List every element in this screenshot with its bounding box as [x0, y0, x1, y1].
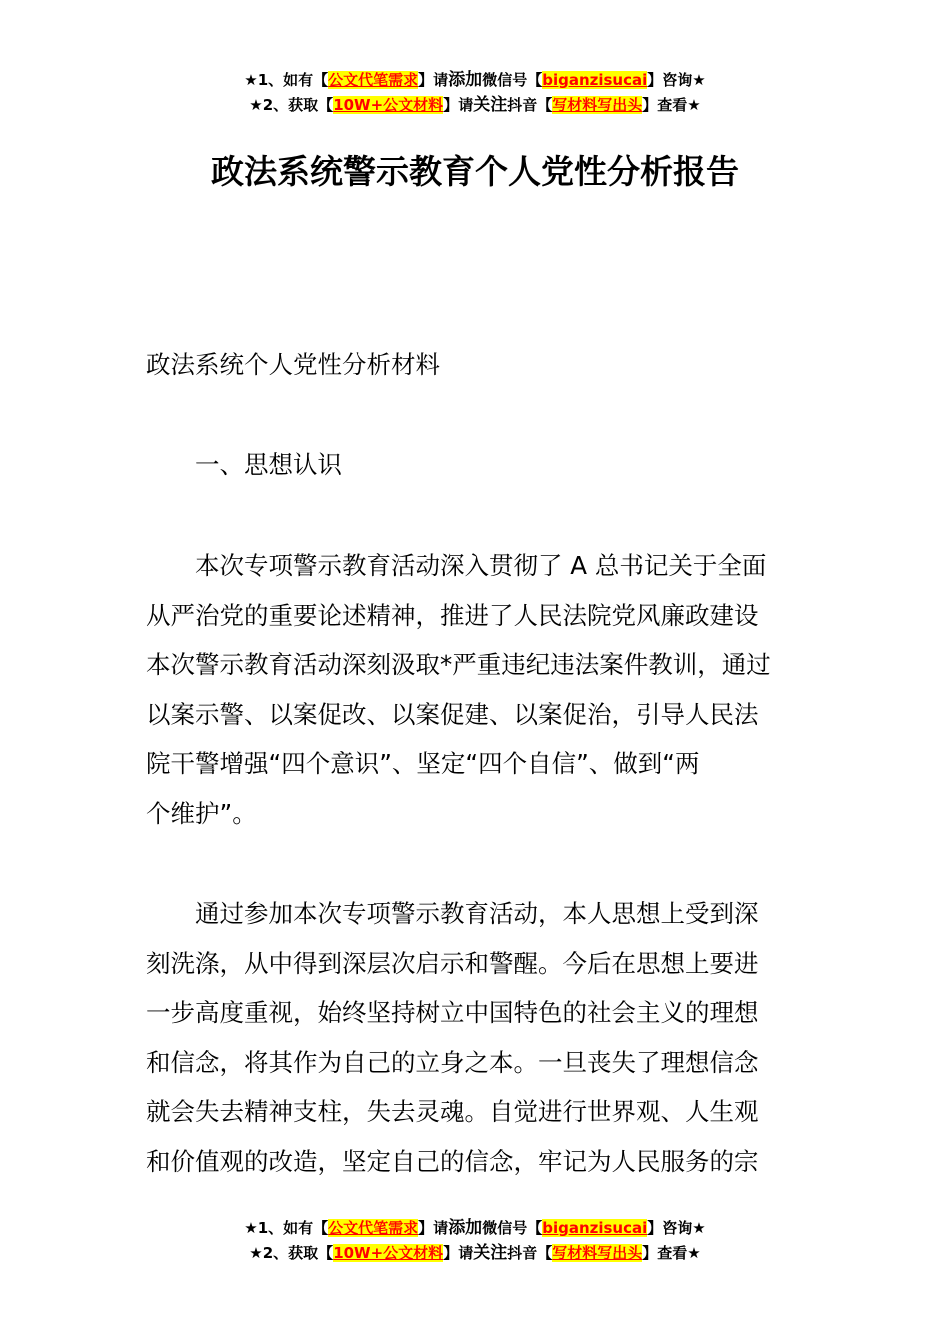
banner-line-1-highlight-wechat: biganzisucai: [542, 71, 648, 89]
document-title: 政法系统警示教育个人党性分析报告: [211, 152, 739, 191]
banner-line-2-suffix: 】查看★: [642, 96, 701, 114]
footer-banner-line-2: [0, 1241, 950, 1266]
footer-line-1-middle: 】请: [418, 1219, 449, 1237]
banner-line-2-middle-2: 抖音【: [507, 96, 553, 114]
footer-line-2-prefix: ★2、获取【: [249, 1244, 334, 1262]
paragraph-1-line: 本次专项警示教育活动深入贯彻了 A 总书记关于全面: [195, 551, 767, 580]
footer-line-2-middle: 】请: [443, 1244, 474, 1262]
footer-line-2-highlight-douyin: 写材料写出头: [552, 1244, 643, 1262]
banner-line-2-middle: 】请: [443, 96, 474, 114]
footer-line-2-suffix: 】查看★: [642, 1244, 701, 1262]
footer-line-1-highlight-wechat: biganzisucai: [542, 1219, 648, 1237]
banner-line-1-emphasis: 添加: [448, 70, 483, 90]
header-banner: [0, 68, 950, 118]
paragraph-2-line: 刻洗涤，从中得到深层次启示和警醒。今后在思想上要进: [146, 948, 759, 978]
banner-line-2-highlight-materials: 10W+公文材料: [333, 96, 444, 114]
banner-line-2-emphasis: 关注: [473, 95, 508, 115]
footer-line-2-emphasis: 关注: [473, 1243, 508, 1263]
footer-line-1-emphasis: 添加: [448, 1218, 483, 1238]
footer-line-1-suffix: 】咨询★: [647, 1219, 706, 1237]
footer-line-1-prefix: ★1、如有【: [244, 1219, 329, 1237]
section-heading: 一、思想认识: [195, 450, 342, 479]
paragraph-1-line: 从严治党的重要论述精神，推进了人民法院党风廉政建设: [146, 600, 759, 630]
banner-line-2: [0, 93, 950, 118]
banner-line-1-prefix: ★1、如有【: [244, 71, 329, 89]
paragraph-1-line: 本次警示教育活动深刻汲取*严重违纪违法案件教训，通过: [146, 650, 771, 680]
banner-line-1-suffix: 】咨询★: [647, 71, 706, 89]
paragraph-1-line: 以案示警、以案促改、以案促建、以案促治，引导人民法: [146, 699, 759, 729]
paragraph-1-line: 院干警增强“四个意识”、坚定“四个自信”、做到“两: [146, 749, 700, 779]
paragraph-1: [146, 541, 808, 839]
footer-line-1-middle-2: 微信号【: [482, 1219, 543, 1237]
footer-line-2-middle-2: 抖音【: [507, 1244, 553, 1262]
banner-line-2-highlight-douyin: 写材料写出头: [552, 96, 643, 114]
banner-line-2-prefix: ★2、获取【: [249, 96, 334, 114]
footer-line-2-highlight-materials: 10W+公文材料: [333, 1244, 444, 1262]
paragraph-2: [146, 889, 808, 1187]
paragraph-1-line: 个维护”。: [146, 798, 257, 828]
footer-banner: [0, 1216, 950, 1266]
banner-line-1-middle: 】请: [418, 71, 449, 89]
document-subtitle: 政法系统个人党性分析材料: [146, 350, 440, 379]
paragraph-2-line: 和信念，将其作为自己的立身之本。一旦丧失了理想信念: [146, 1047, 759, 1077]
footer-line-1-highlight-service: 公文代笔需求: [328, 1219, 419, 1237]
paragraph-2-line: 就会失去精神支柱，失去灵魂。自觉进行世界观、人生观: [146, 1097, 759, 1127]
banner-line-1-middle-2: 微信号【: [482, 71, 543, 89]
paragraph-2-line: 一步高度重视，始终坚持树立中国特色的社会主义的理想: [146, 998, 759, 1028]
banner-line-1-highlight-service: 公文代笔需求: [328, 71, 419, 89]
paragraph-2-line: 通过参加本次专项警示教育活动，本人思想上受到深: [195, 899, 759, 928]
paragraph-2-line: 和价值观的改造，坚定自己的信念，牢记为人民服务的宗: [146, 1146, 759, 1176]
banner-line-1: [0, 68, 950, 93]
footer-banner-line-1: [0, 1216, 950, 1241]
